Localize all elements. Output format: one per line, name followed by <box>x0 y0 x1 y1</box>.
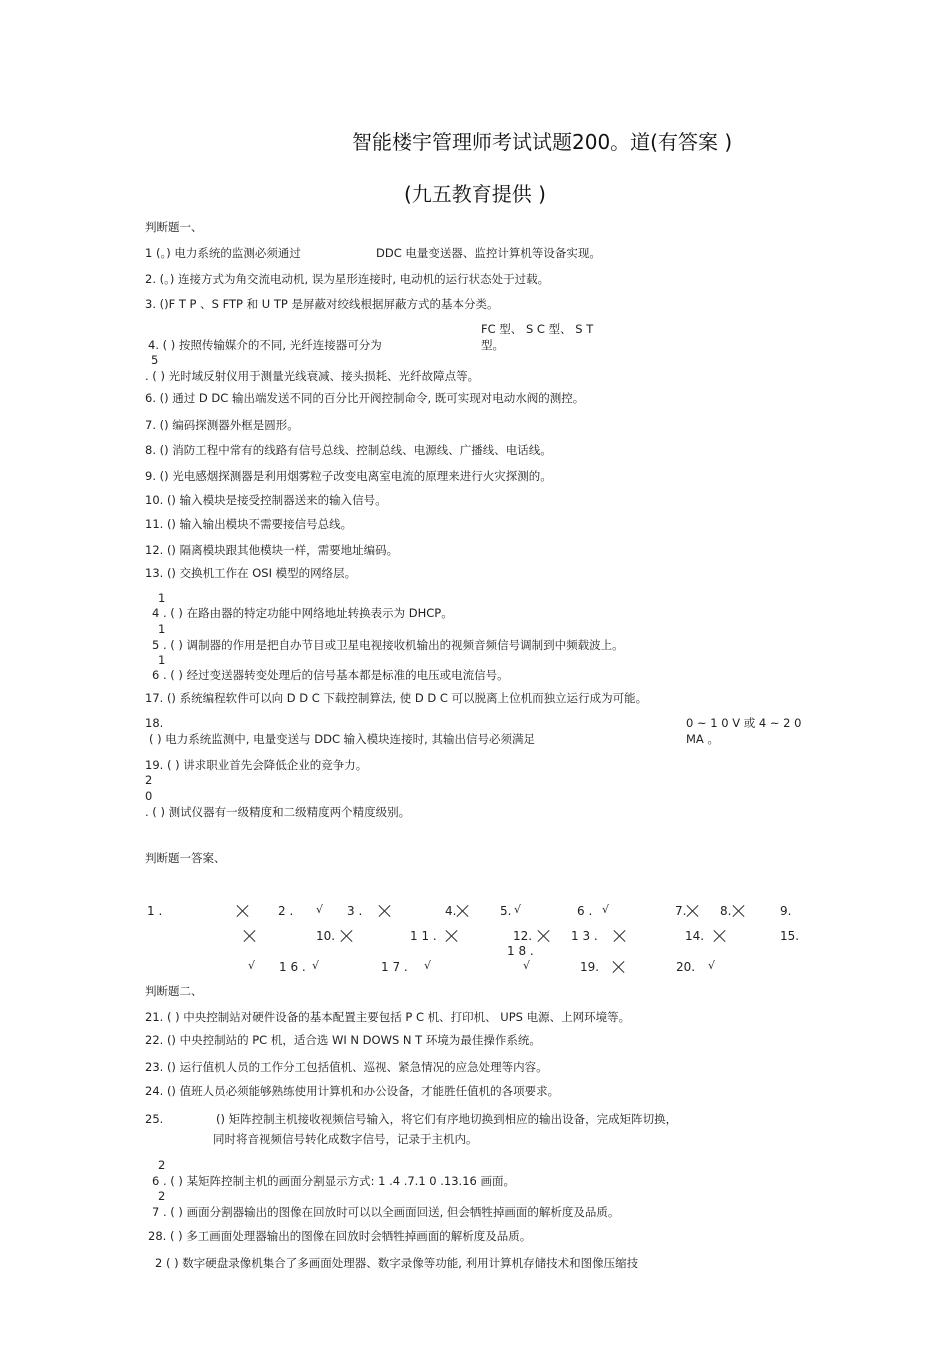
question-14: 4 . ( ) 在路由器的特定功能中网络地址转换表示为 DHCP。 <box>152 606 453 620</box>
question-8: 8. () 消防工程中常有的线路有信号总线、控制总线、电源线、广播线、电话线。 <box>145 443 552 457</box>
cross-mark-icon <box>713 929 726 942</box>
cross-mark-icon <box>378 904 391 917</box>
question-18-number: 18. <box>145 716 164 730</box>
cross-mark-icon <box>732 904 745 917</box>
question-16-number: 1 <box>158 653 166 667</box>
cross-mark-icon <box>686 904 699 917</box>
answer-label-4: 4. <box>445 904 457 918</box>
question-29: 2 ( ) 数字硬盘录像机集合了多画面处理器、数字录像等功能, 利用计算机存储技术和图像压缩技 <box>155 1256 639 1270</box>
cross-mark-icon <box>537 929 550 942</box>
answer-label-5: 5. <box>500 904 512 918</box>
question-27: 7 . ( ) 画面分割器输出的图像在回放时可以以全画面回送, 但会牺牲掉画面的解析度及品质。 <box>152 1205 620 1219</box>
question-5-number: 5 <box>151 353 159 367</box>
answer-label-11: 1 1 . <box>410 929 437 943</box>
question-3: 3. ()F T P 、S FTP 和 U TP 是屏蔽对绞线根据屏蔽方式的基本分类。 <box>145 297 499 311</box>
question-19: 19. ( ) 讲求职业首先会降低企业的竞争力。 <box>145 758 368 772</box>
question-9: 9. () 光电感烟探测器是利用烟雾粒子改变电离室电流的原理来进行火灾探测的。 <box>145 469 552 483</box>
section-heading-2: 判断题二、 <box>145 984 203 998</box>
question-17: 17. () 系统编程软件可以向 D D C 下载控制算法, 使 D D C 可以脱离上位机而独立运行成为可能。 <box>145 691 648 705</box>
question-12: 12. () 隔离模块跟其他模块一样，需要地址编码。 <box>145 543 399 557</box>
check-mark-icon: √ <box>708 959 716 972</box>
question-27-number: 2 <box>158 1189 166 1203</box>
question-13: 13. () 交换机工作在 OSI 模型的网络层。 <box>145 566 357 580</box>
question-22: 22. () 中央控制站的 PC 机，适合选 WI N DOWS N T 环境为最佳操作系统。 <box>145 1033 541 1047</box>
cross-mark-icon <box>236 904 249 917</box>
question-18-unit: MA 。 <box>686 732 719 746</box>
question-5: . ( ) 光时域反射仪用于测量光线衰减、接头损耗、光纤故障点等。 <box>145 369 480 383</box>
answer-label-15: 15. <box>780 929 800 943</box>
check-mark-icon: √ <box>316 903 324 916</box>
answer-label-8: 8. <box>720 904 732 918</box>
question-25: () 矩阵控制主机接收视频信号输入，将它们有序地切换到相应的输出设备，完成矩阵切换， <box>216 1112 678 1126</box>
cross-mark-icon <box>445 929 458 942</box>
question-14-number: 1 <box>158 591 166 605</box>
question-4-types: FC 型、 S C 型、 S T <box>481 322 594 336</box>
check-mark-icon: √ <box>312 959 320 972</box>
answer-label-6: 6 . <box>577 904 593 918</box>
document-subtitle: (九五教育提供 ) <box>404 182 546 206</box>
answer-label-17: 1 7 . <box>381 960 408 974</box>
question-6: 6. () 通过 D DC 输出端发送不同的百分比开阀控制命令, 既可实现对电动水阀的测控。 <box>145 391 585 405</box>
answer-label-12: 12. <box>513 929 533 943</box>
question-25-cont: 同时将音视频信号转化成数字信号，记录于主机内。 <box>213 1132 478 1146</box>
question-26-number: 2 <box>158 1158 166 1172</box>
answer-label-10: 10. <box>316 929 336 943</box>
answer-label-14: 14. <box>685 929 705 943</box>
question-2: 2. (。) 连接方式为角交流电动机, 误为星形连接时, 电动机的运行状态处于过载。 <box>145 272 550 286</box>
section-heading-1: 判断题一、 <box>145 220 203 234</box>
question-20-number-2: 0 <box>145 789 153 803</box>
answer-label-1: 1 . <box>147 904 163 918</box>
question-4: 4. ( ) 按照传输媒介的不同, 光纤连接器可分为 <box>148 338 382 352</box>
question-11: 11. () 输入输出模块不需要接信号总线。 <box>145 517 353 531</box>
check-mark-icon: √ <box>248 959 256 972</box>
question-25-number: 25. <box>145 1112 164 1126</box>
answer-label-2: 2 . <box>278 904 294 918</box>
question-23: 23. () 运行值机人员的工作分工包括值机、巡视、紧急情况的应急处理等内容。 <box>145 1060 548 1074</box>
question-24: 24. () 值班人员必须能够熟练使用计算机和办公设备，才能胜任值机的各项要求。 <box>145 1084 560 1098</box>
answer-label-20: 20. <box>676 960 696 974</box>
question-15: 5 . ( ) 调制器的作用是把自办节目或卫星电视接收机输出的视频音频信号调制到中频载波上。 <box>152 638 624 652</box>
answer-label-19: 19. <box>580 960 600 974</box>
cross-mark-icon <box>613 929 626 942</box>
answer-heading-1: 判断题一答案、 <box>145 851 226 865</box>
answer-label-3: 3 . <box>347 904 363 918</box>
question-28: 28. ( ) 多工画面处理器输出的图像在回放时会牺牲掉画面的解析度及品质。 <box>148 1229 532 1243</box>
cross-mark-icon <box>456 904 469 917</box>
answer-label-18: 1 8 . <box>507 944 534 958</box>
question-18: ( ) 电力系统监测中, 电量变送与 DDC 输入模块连接时, 其输出信号必须满足 <box>149 732 535 746</box>
question-20-number-1: 2 <box>145 773 153 787</box>
question-1-cont: DDC 电量变送器、监控计算机等设备实现。 <box>376 246 601 260</box>
question-1: 1 (。) 电力系统的监测必须通过 <box>145 246 301 260</box>
question-26: 6 . ( ) 某矩阵控制主机的画面分割显示方式: 1 .4 .7.1 0 .13.16 画面。 <box>152 1174 516 1188</box>
question-21: 21. ( ) 中央控制站对硬件设备的基本配置主要包括 P C 机、打印机、 UPS 电源、上网环境等。 <box>145 1010 631 1024</box>
check-mark-icon: √ <box>424 959 432 972</box>
question-20: . ( ) 测试仪器有一级精度和二级精度两个精度级别。 <box>145 805 411 819</box>
question-18-range: 0 ~ 1 0 V 或 4 ~ 2 0 <box>686 716 802 730</box>
check-mark-icon: √ <box>523 959 531 972</box>
document-title: 智能楼宇管理师考试试题200。道(有答案 ) <box>352 130 733 154</box>
answer-label-16: 1 6 . <box>279 960 306 974</box>
question-7: 7. () 编码探测器外框是圆形。 <box>145 418 299 432</box>
question-15-number: 1 <box>158 622 166 636</box>
cross-mark-icon <box>612 960 625 973</box>
question-4-suffix: 型。 <box>481 338 504 352</box>
question-16: 6 . ( ) 经过变送器转变处理后的信号基本都是标准的电压或电流信号。 <box>152 668 509 682</box>
cross-mark-icon <box>340 929 353 942</box>
question-10: 10. () 输入模块是接受控制器送来的输入信号。 <box>145 493 387 507</box>
check-mark-icon: √ <box>514 903 522 916</box>
answer-label-7: 7. <box>675 904 687 918</box>
cross-mark-icon <box>243 929 256 942</box>
answer-label-13: 1 3 . <box>571 929 598 943</box>
check-mark-icon: √ <box>602 903 610 916</box>
answer-label-9: 9. <box>780 904 792 918</box>
